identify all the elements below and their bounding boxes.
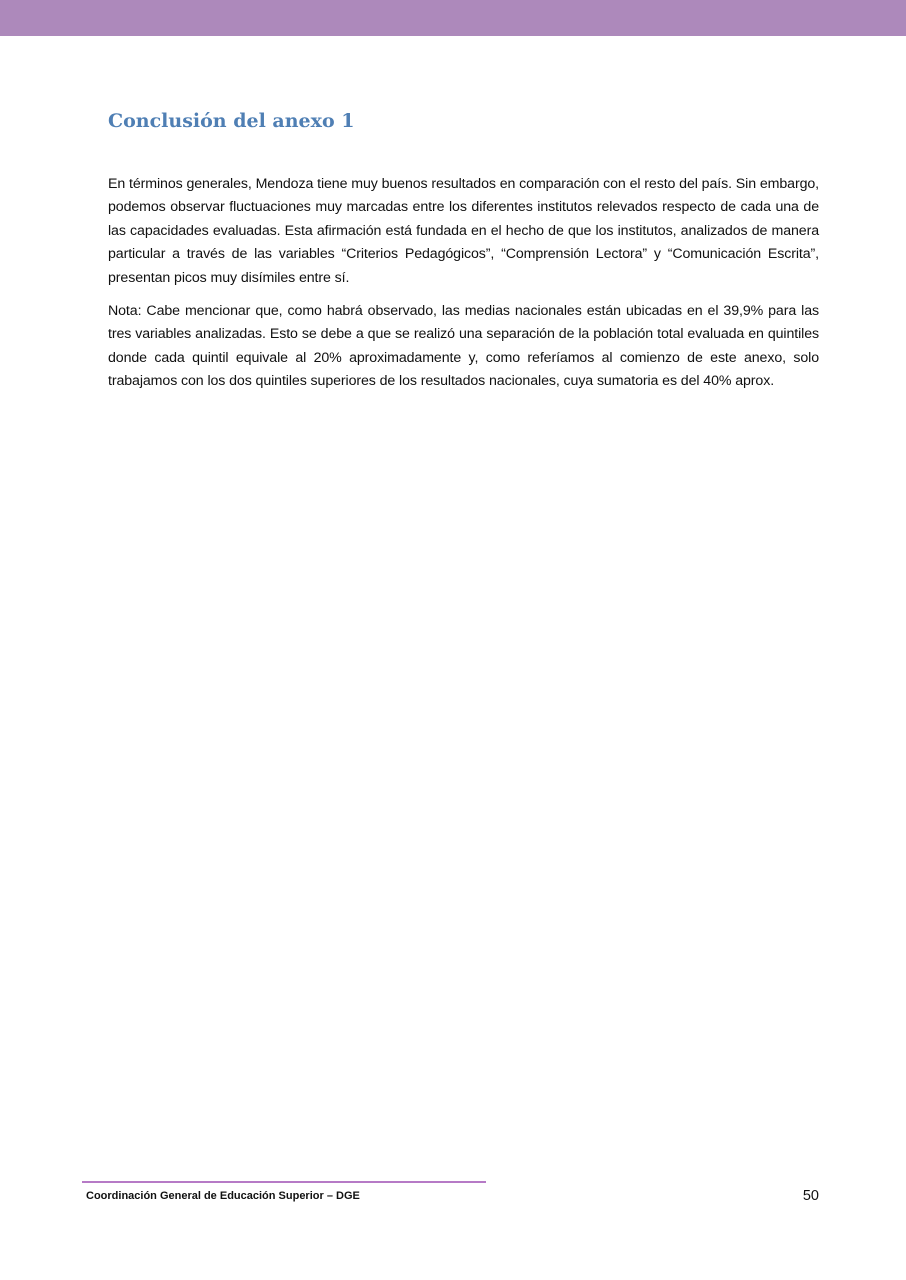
page-number: 50 xyxy=(802,1188,819,1204)
footer-organization: Coordinación General de Educación Superior – DGE xyxy=(86,1190,360,1202)
header-band xyxy=(0,0,906,36)
paragraph-note: Nota: Cabe mencionar que, como habrá observado, las medias nacionales están ubicadas en el 39,9% para las tres variables analizadas. Esto se debe a que se realizó una separación de la población total evaluada en quintiles donde cada quintil equivale al 20% aproximadamente y, como referíamos al comienzo de este anexo, solo trabajamos con los dos quintiles superiores de los resultados nacionales, cuya sumatoria es del 40% aprox. xyxy=(108,303,819,390)
section-heading: Conclusión del anexo 1 xyxy=(108,110,355,132)
paragraph-conclusion: En términos generales, Mendoza tiene muy buenos resultados en comparación con el resto del país. Sin embargo, podemos observar fluctuaciones muy marcadas entre los diferentes institutos relevados respecto de cada una de las capacidades evaluadas. Esta afirmación está fundada en el hecho de que los institutos, analizados de manera particular a través de las variables “Criterios Pedagógicos”, “Comprensión Lectora” y “Comunicación Escrita”, presentan picos muy disímiles entre sí. xyxy=(108,176,819,286)
footer-divider xyxy=(82,1181,486,1183)
document-body xyxy=(108,173,819,404)
